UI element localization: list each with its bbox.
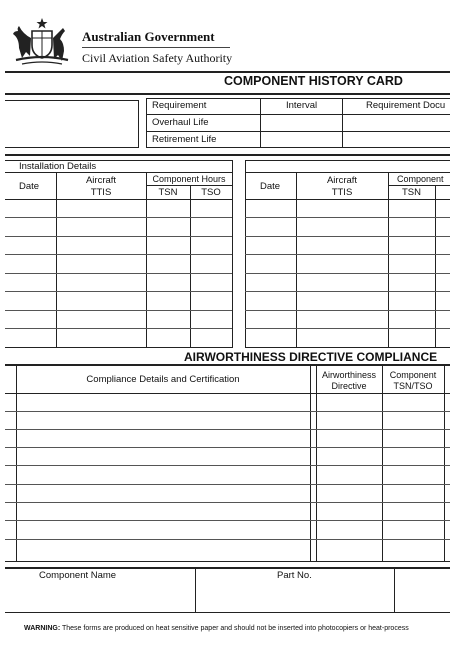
authority-name: Civil Aviation Safety Authority bbox=[82, 51, 233, 65]
comp-header-line2: TSN/TSO bbox=[393, 381, 433, 391]
warning-text bbox=[24, 625, 409, 632]
requirement-doc-header: Requirement Docu bbox=[366, 100, 446, 111]
warning-label: WARNING: bbox=[24, 625, 61, 632]
ttis-header-right: TTIS bbox=[331, 187, 353, 198]
ttis-header-left: TTIS bbox=[90, 187, 112, 198]
government-name: Australian Government bbox=[82, 29, 215, 44]
compliance-details-header: Compliance Details and Certification bbox=[86, 374, 240, 385]
top-rule bbox=[5, 71, 450, 73]
tsn-header-left: TSN bbox=[158, 187, 178, 198]
tsn-header-right: TSN bbox=[402, 187, 421, 198]
date-header-left: Date bbox=[19, 181, 40, 192]
tso-header-left: TSO bbox=[201, 187, 221, 198]
title-rule bbox=[5, 93, 450, 95]
date-header-right: Date bbox=[260, 181, 281, 192]
part-no-label: Part No. bbox=[277, 570, 312, 581]
ad-compliance-title: AIRWORTHINESS DIRECTIVE COMPLIANCE bbox=[184, 350, 438, 364]
aircraft-header-right: Aircraft bbox=[326, 175, 358, 186]
blank-left-box[interactable] bbox=[5, 100, 139, 148]
card-title: COMPONENT HISTORY CARD bbox=[224, 74, 403, 88]
component-name-label: Component Name bbox=[39, 570, 117, 581]
overhaul-life-label: Overhaul Life bbox=[152, 117, 209, 128]
aircraft-header-left: Aircraft bbox=[85, 175, 117, 186]
ad-header-line2: Directive bbox=[331, 381, 367, 391]
retirement-life-label: Retirement Life bbox=[152, 134, 217, 145]
installation-details-label: Installation Details bbox=[19, 161, 97, 172]
retirement-interval-cell[interactable] bbox=[261, 132, 341, 147]
comp-header-line1: Component bbox=[389, 370, 437, 380]
component-header-right: Component bbox=[397, 174, 444, 184]
requirement-header: Requirement bbox=[152, 100, 207, 111]
header-divider bbox=[82, 47, 230, 48]
ad-compliance-table bbox=[5, 366, 450, 562]
crest-logo bbox=[10, 16, 74, 68]
overhaul-interval-cell[interactable] bbox=[261, 115, 341, 130]
ad-header-line1: Airworthiness bbox=[321, 370, 377, 380]
warning-message: These forms are produced on heat sensitive paper and should not be inserted into photocopiers or heat-process bbox=[62, 625, 409, 632]
section-rule-1 bbox=[5, 154, 450, 156]
component-hours-header: Component Hours bbox=[152, 174, 226, 184]
interval-header: Interval bbox=[286, 100, 318, 111]
